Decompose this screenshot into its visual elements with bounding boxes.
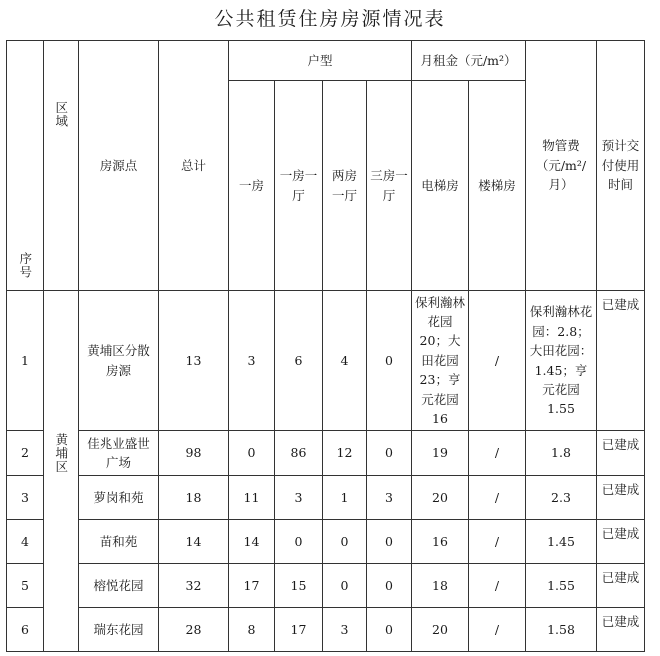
header-elevator: 电梯房 [412,81,469,291]
header-rent: 月租金（元/m²） [412,41,526,81]
header-fee: 物管费（元/m²/月） [526,41,597,291]
header-room2-hall1: 两房一厅 [323,81,367,291]
table-row: 4 苗和苑 14 14 0 0 0 16 / 1.45 已建成 [7,520,645,564]
header-seq: 序号 [7,41,44,291]
district-value: 黄埔区 [53,433,69,474]
header-district: 区域 [44,41,79,291]
table-row: 1 黄埔区 黄埔区分散房源 13 3 6 4 0 保利瀚林花园20；大田花园23；亨元花园16 / 保利瀚林花园：2.8；大田花园：1.45；亨元花园1.55 已建成 [7,291,645,431]
header-total: 总计 [159,41,229,291]
header-room1: 一房 [229,81,275,291]
header-source: 房源点 [79,41,159,291]
table-row: 5 榕悦花园 32 17 15 0 0 18 / 1.55 已建成 [7,564,645,608]
header-room1-hall1: 一房一厅 [275,81,323,291]
table-row: 2 佳兆业盛世广场 98 0 86 12 0 19 / 1.8 已建成 [7,431,645,476]
table-row: 3 萝岗和苑 18 11 3 1 3 20 / 2.3 已建成 [7,476,645,520]
header-room3-hall1: 三房一厅 [367,81,412,291]
district-cell [44,291,79,652]
header-stair: 楼梯房 [469,81,526,291]
page-title: 公共租赁住房房源情况表 [214,8,446,30]
header-unit-type: 户型 [229,41,412,81]
housing-table [6,40,645,652]
header-delivery: 预计交付使用时间 [597,41,645,291]
table-row: 6 瑞东花园 28 8 17 3 0 20 / 1.58 已建成 [7,608,645,652]
